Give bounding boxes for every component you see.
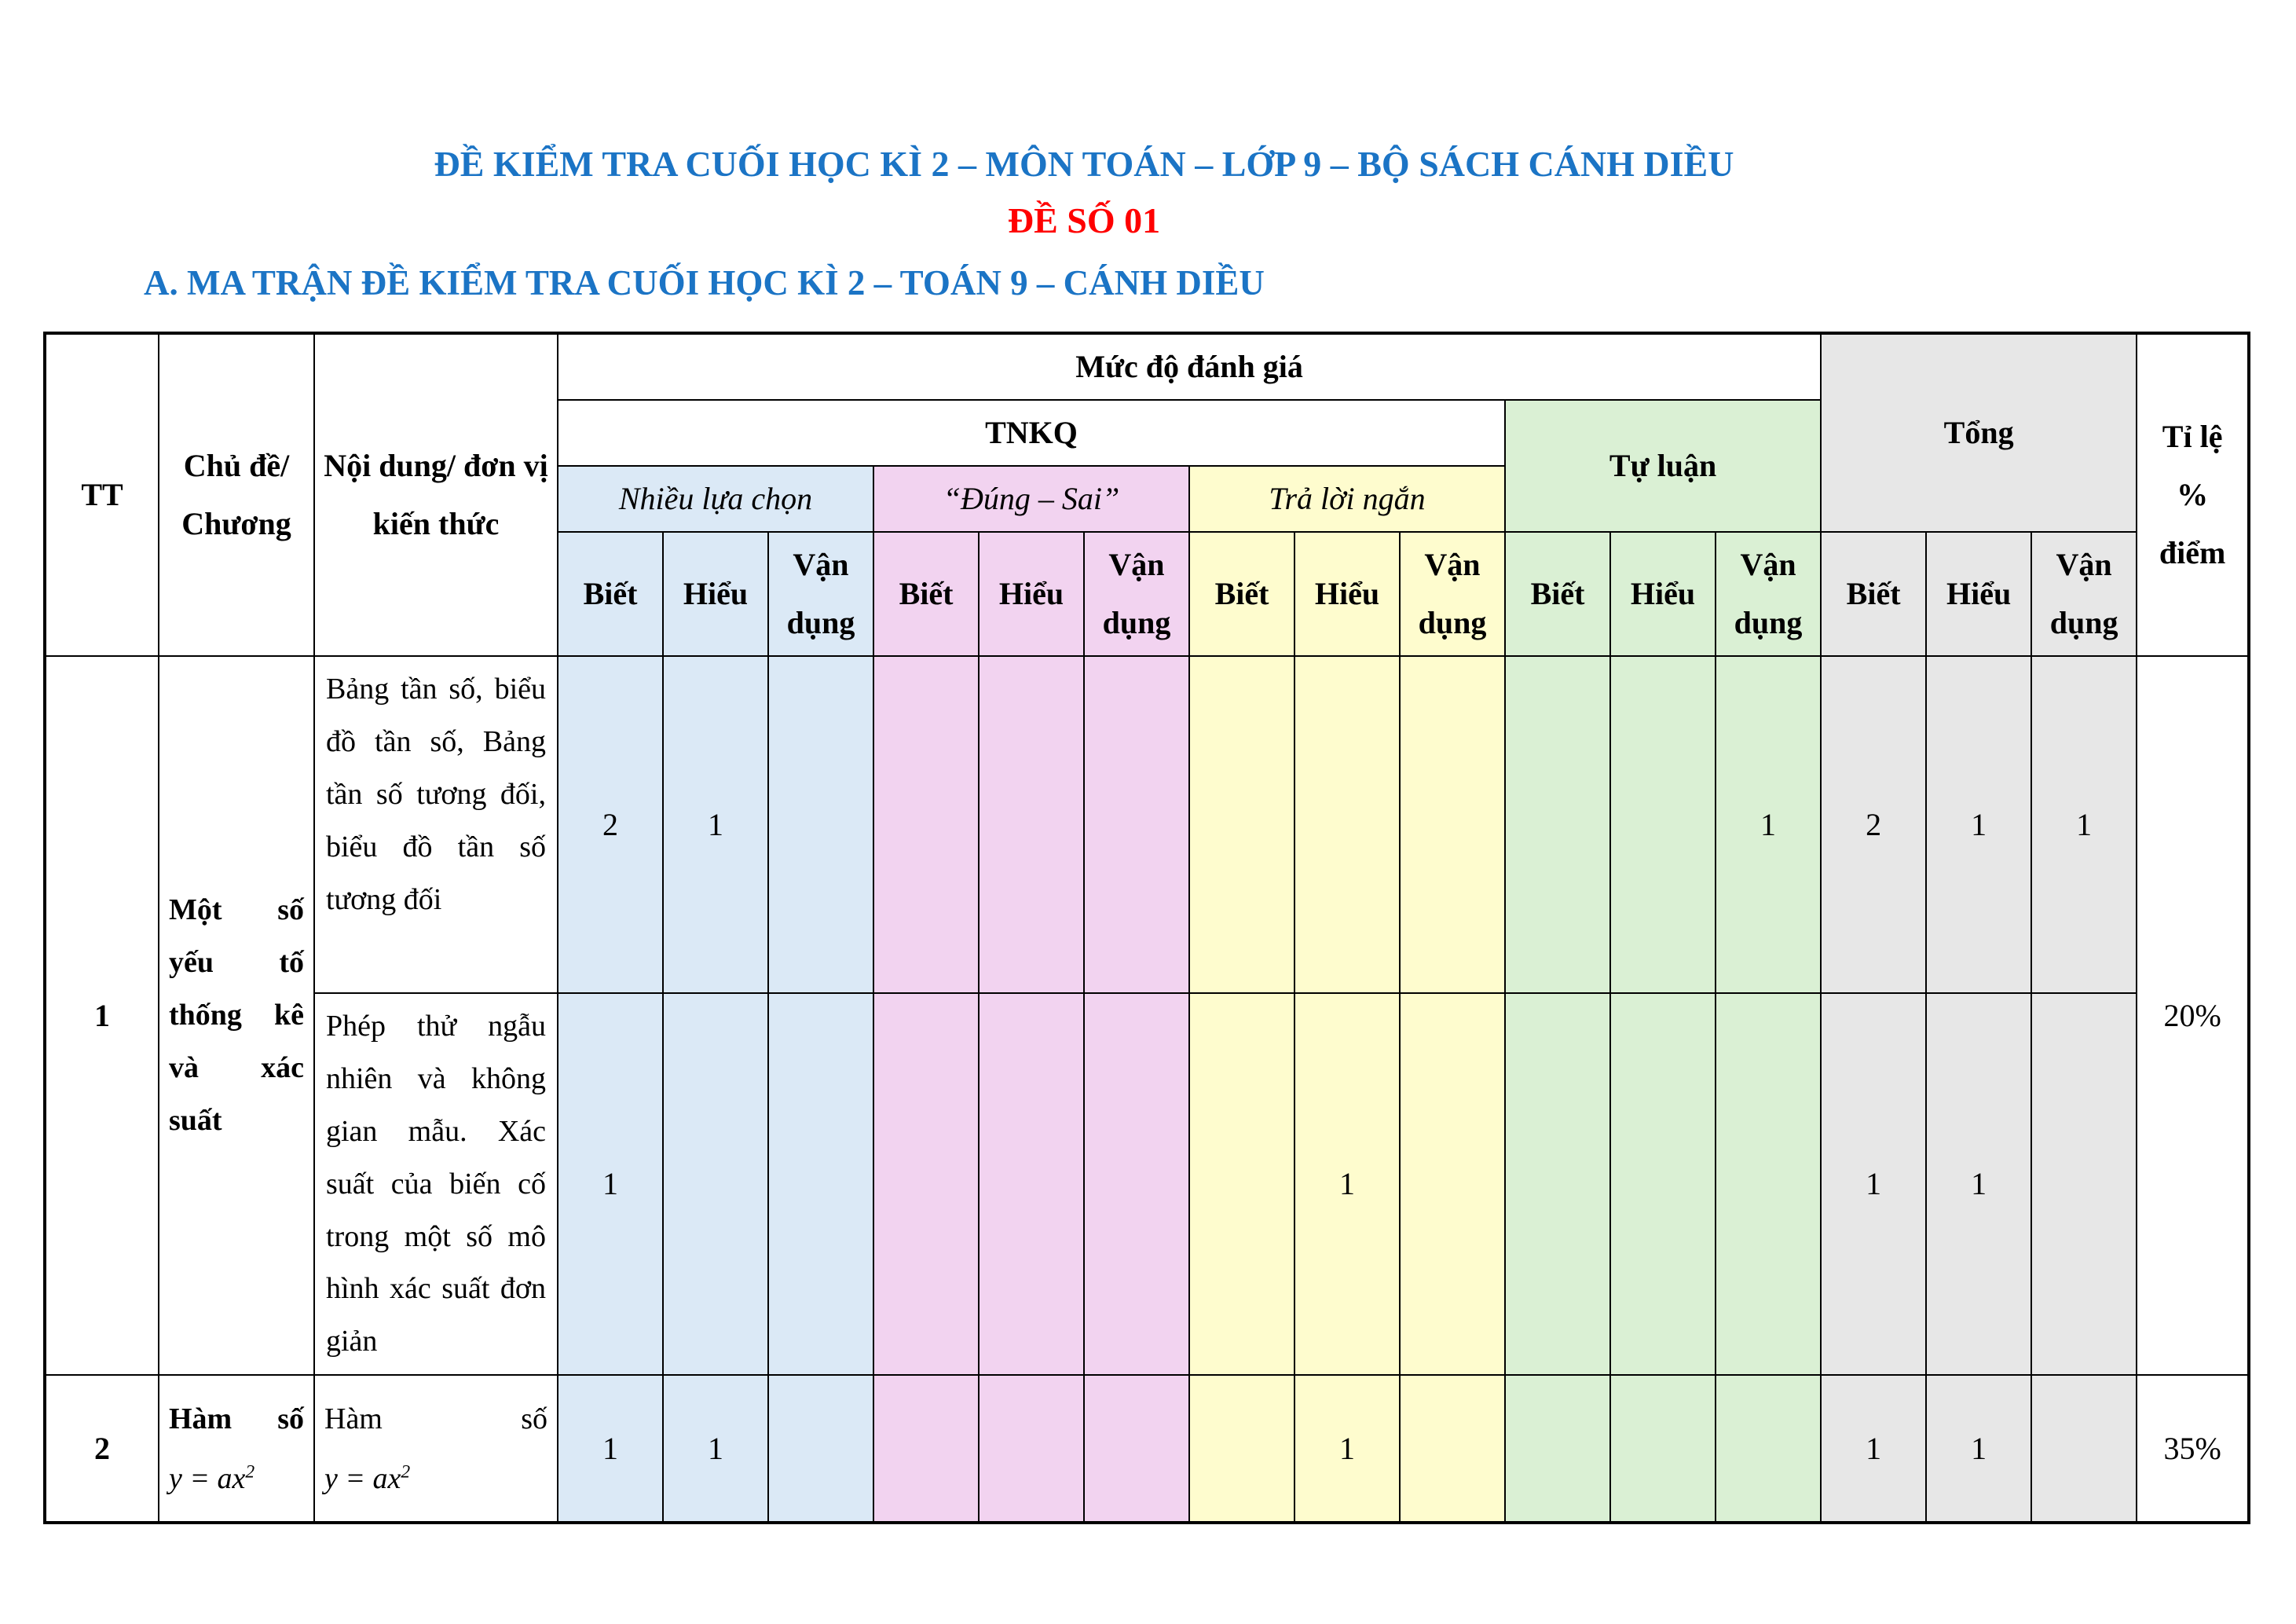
document-title: ĐỀ KIỂM TRA CUỐI HỌC KÌ 2 – MÔN TOÁN – LỚP 9 – BỘ SÁCH CÁNH DIỀU [434,144,1734,184]
row2-topic-label: Hàm số [169,1402,304,1435]
header-tln-biet: Biết [1189,532,1294,656]
header-nlc-hieu: Hiểu [663,532,768,656]
header-ti-le-line2: % [2177,477,2209,512]
score-cell [1716,993,1821,1375]
score-cell [1084,1375,1189,1523]
score-cell [873,1375,979,1523]
row2-percent: 35% [2137,1375,2249,1523]
cell-r1b-tong-biet: 1 [1821,993,1926,1375]
cell-r1a-nlc-hieu: 1 [663,656,768,993]
row2-topic-formula [169,1449,304,1509]
score-cell [1189,656,1294,993]
header-noi-dung: Nội dung/ đơn vị kiến thức [314,333,558,656]
header-tln-hieu: Hiểu [1294,532,1400,656]
section-a-heading: A. MA TRẬN ĐỀ KIỂM TRA CUỐI HỌC KÌ 2 – TOÁN 9 – CÁNH DIỀU [144,263,1265,302]
score-cell [873,656,979,993]
score-cell [979,656,1084,993]
cell-r2-tln-hieu: 1 [1294,1375,1400,1523]
score-cell [1400,993,1505,1375]
score-cell [2031,993,2137,1375]
header-ds-biet: Biết [873,532,979,656]
score-cell [663,993,768,1375]
score-cell [1610,993,1716,1375]
row1-topic: Một số yếu tố thống kê và xác suất [159,656,314,1375]
score-cell [1610,656,1716,993]
header-tra-loi-ngan: Trả lời ngắn [1189,466,1505,532]
row1b-content: Phép thử ngẫu nhiên và không gian mẫu. Xác suất của biến cố trong một số mô hình xác suất đơn giản [314,993,558,1375]
cell-r1a-tong-hieu: 1 [1926,656,2031,993]
header-nlc-biet: Biết [558,532,663,656]
score-cell [1610,1375,1716,1523]
matrix-table-container [43,332,2250,1524]
score-cell [1505,656,1610,993]
score-cell [1084,993,1189,1375]
header-tong-van-dung: Vận dụng [2031,532,2137,656]
cell-r1b-tong-hieu: 1 [1926,993,2031,1375]
header-ti-le-line3: điểm [2159,535,2226,570]
header-muc-do-danh-gia: Mức độ đánh giá [558,333,1821,400]
formula-base: y = ax [324,1461,401,1495]
score-cell [2031,1375,2137,1523]
header-tnkq: TNKQ [558,400,1505,466]
score-cell [1716,1375,1821,1523]
score-cell [1084,656,1189,993]
header-nhieu-lua-chon: Nhiều lựa chọn [558,466,873,532]
header-tong: Tổng [1821,333,2137,532]
score-cell [979,993,1084,1375]
score-cell [1400,1375,1505,1523]
score-cell [1189,1375,1294,1523]
row2-topic [159,1375,314,1523]
document-subtitle: ĐỀ SỐ 01 [1007,200,1161,240]
header-tu-luan: Tự luận [1505,400,1821,532]
formula-base: y = ax [169,1461,246,1495]
cell-r1a-tong-biet: 2 [1821,656,1926,993]
row2-content-label: Hàm số [324,1402,547,1435]
header-tl-biet: Biết [1505,532,1610,656]
score-cell [873,993,979,1375]
cell-r1a-tu-luan-van-dung: 1 [1716,656,1821,993]
header-ds-van-dung: Vận dụng [1084,532,1189,656]
header-dung-sai: “Đúng – Sai” [873,466,1189,532]
score-cell [1400,656,1505,993]
cell-r1a-tong-van-dung: 1 [2031,656,2137,993]
score-cell [768,656,873,993]
header-tong-biet: Biết [1821,532,1926,656]
cell-r2-tong-biet: 1 [1821,1375,1926,1523]
cell-r2-nlc-biet: 1 [558,1375,663,1523]
row1-tt: 1 [45,656,159,1375]
score-cell [1505,1375,1610,1523]
formula-exponent: 2 [245,1461,255,1482]
header-nlc-van-dung: Vận dụng [768,532,873,656]
header-tl-van-dung: Vận dụng [1716,532,1821,656]
cell-r2-nlc-hieu: 1 [663,1375,768,1523]
header-tt: TT [45,333,159,656]
row2-content [314,1375,558,1523]
score-cell [768,993,873,1375]
formula-exponent: 2 [401,1461,411,1482]
row1-percent: 20% [2137,656,2249,1375]
score-cell [768,1375,873,1523]
header-tl-hieu: Hiểu [1610,532,1716,656]
header-chu-de: Chủ đề/ Chương [159,333,314,656]
cell-r1a-nlc-biet: 2 [558,656,663,993]
score-cell [1294,656,1400,993]
score-cell [1505,993,1610,1375]
score-cell [1189,993,1294,1375]
cell-r1b-nlc-biet: 1 [558,993,663,1375]
header-ti-le-line1: Tỉ lệ [2162,419,2223,454]
header-tln-van-dung: Vận dụng [1400,532,1505,656]
score-cell [979,1375,1084,1523]
header-tong-hieu: Hiểu [1926,532,2031,656]
header-ds-hieu: Hiểu [979,532,1084,656]
cell-r1b-tln-hieu: 1 [1294,993,1400,1375]
row2-tt: 2 [45,1375,159,1523]
row1a-content: Bảng tần số, biểu đồ tần số, Bảng tần số tương đối, biểu đồ tần số tương đối [314,656,558,993]
header-ti-le [2137,333,2249,656]
cell-r2-tong-hieu: 1 [1926,1375,2031,1523]
matrix-table [43,332,2250,1524]
row2-content-formula [324,1449,547,1509]
